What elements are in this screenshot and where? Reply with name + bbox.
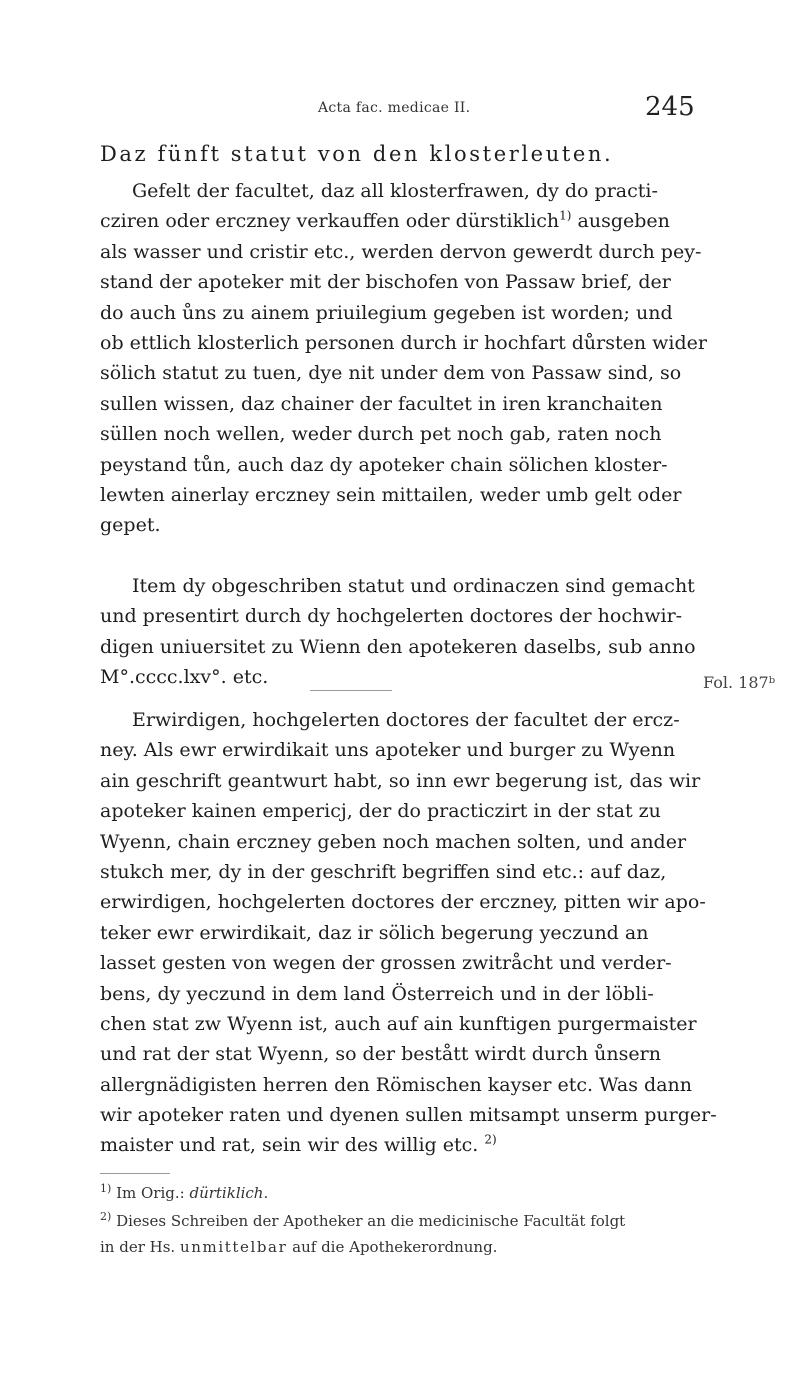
page-header bbox=[0, 92, 800, 132]
footnote-mark: 2) bbox=[100, 1210, 112, 1223]
text-line: bens, dy yeczund in dem land Österreich und in der löbli- bbox=[100, 982, 654, 1005]
paragraph-item bbox=[100, 571, 696, 693]
paragraph-statute bbox=[100, 176, 707, 541]
text-line: stand der apoteker mit der bischofen von Passaw brief, der bbox=[100, 271, 671, 294]
text-segment: maister und rat, sein wir des willig etc. bbox=[100, 1134, 479, 1157]
text-segment: ausgeben bbox=[577, 210, 670, 233]
footnote-emphasis: unmittelbar bbox=[179, 1238, 288, 1256]
text-line: ob ettlich klosterlich personen durch ir hochfart důrsten wider bbox=[100, 331, 707, 354]
footnote-text: auf die Apothekerordnung. bbox=[292, 1238, 498, 1256]
paragraph-letter bbox=[100, 705, 717, 1161]
text-line: und presentirt durch dy hochgelerten doctores der hochwir- bbox=[100, 605, 683, 628]
footnote-reference: dürtiklich. bbox=[189, 1184, 269, 1202]
text-line: teker ewr erwirdikait, daz ir sölich begerung yeczund an bbox=[100, 921, 649, 944]
text-line: erwirdigen, hochgelerten doctores der erczney, pitten wir apo- bbox=[100, 891, 706, 914]
text-line: gepet. bbox=[100, 514, 161, 537]
footnote-2-continued bbox=[100, 1238, 700, 1256]
text-segment: cziren oder erczney verkauffen oder dürstiklich bbox=[100, 210, 560, 233]
text-line: allergnädigisten herren den Römischen kayser etc. Was dann bbox=[100, 1073, 693, 1096]
footnote-divider bbox=[100, 1173, 170, 1174]
text-line: lasset gesten von wegen der grossen zwitråcht und verder- bbox=[100, 952, 672, 975]
footnote-text: in der Hs. bbox=[100, 1238, 176, 1256]
text-line: M°.cccc.lxv°. etc. bbox=[100, 666, 269, 689]
text-line: Gefelt der facultet, daz all klosterfrawen, dy do practi- bbox=[132, 180, 658, 202]
text-line bbox=[100, 1130, 680, 1160]
text-line: Wyenn, chain erczney geben noch machen solten, und ander bbox=[100, 830, 687, 853]
text-line: süllen noch wellen, weder durch pet noch gab, raten noch bbox=[100, 423, 662, 446]
text-line: apoteker kainen empericj, der do practiczirt in der stat zu bbox=[100, 800, 661, 823]
text-line: als wasser und cristir etc., werden dervon gewerdt durch pey- bbox=[100, 240, 702, 263]
footnote-2 bbox=[100, 1212, 700, 1230]
text-line: und rat der stat Wyenn, so der bestått wirdt durch ůnsern bbox=[100, 1043, 661, 1066]
text-line: Erwirdigen, hochgelerten doctores der facultet der ercz- bbox=[132, 709, 680, 731]
footnote-mark: 1) bbox=[100, 1182, 112, 1195]
text-line: ain geschrift geantwurt habt, so inn ewr begerung ist, das wir bbox=[100, 769, 701, 792]
text-line: sölich statut zu tuen, dye nit under dem von Passaw sind, so bbox=[100, 362, 682, 385]
text-line: sullen wissen, daz chainer der facultet in iren kranchaiten bbox=[100, 392, 663, 415]
text-line: chen stat zw Wyenn ist, auch auf ain kunftigen purgermaister bbox=[100, 1012, 697, 1035]
footnote-1 bbox=[100, 1184, 700, 1202]
text-line: ney. Als ewr erwirdikait uns apoteker und burger zu Wyenn bbox=[100, 739, 676, 762]
running-head: Acta fac. medicae II. bbox=[318, 100, 471, 116]
text-line bbox=[100, 206, 680, 236]
text-line: lewten ainerlay erczney sein mittailen, weder umb gelt oder bbox=[100, 483, 682, 506]
footnote-text: Dieses Schreiben der Apotheker an die medicinische Facultät folgt bbox=[116, 1212, 626, 1230]
text-line: do auch ůns zu ainem priuilegium gegeben ist worden; und bbox=[100, 301, 673, 324]
text-line: peystand tůn, auch daz dy apoteker chain sölichen kloster- bbox=[100, 453, 668, 476]
text-line: stukch mer, dy in der geschrift begriffen sind etc.: auf daz, bbox=[100, 860, 667, 883]
text-line: Item dy obgeschriben statut und ordinaczen sind gemacht bbox=[132, 575, 695, 597]
section-divider bbox=[310, 690, 392, 691]
page-number: 245 bbox=[645, 92, 695, 122]
footnote-mark: 1) bbox=[559, 209, 572, 224]
text-line: digen uniuersitet zu Wienn den apotekeren daselbs, sub anno bbox=[100, 635, 696, 658]
text-line: wir apoteker raten und dyenen sullen mitsampt unserm purger- bbox=[100, 1104, 717, 1127]
section-heading: Daz fünft statut von den klosterleuten. bbox=[100, 142, 614, 166]
folio-margin-note: Fol. 187ᵇ bbox=[703, 673, 776, 692]
footnote-mark: 2) bbox=[484, 1133, 497, 1148]
footnote-text: Im Orig.: bbox=[116, 1184, 185, 1202]
